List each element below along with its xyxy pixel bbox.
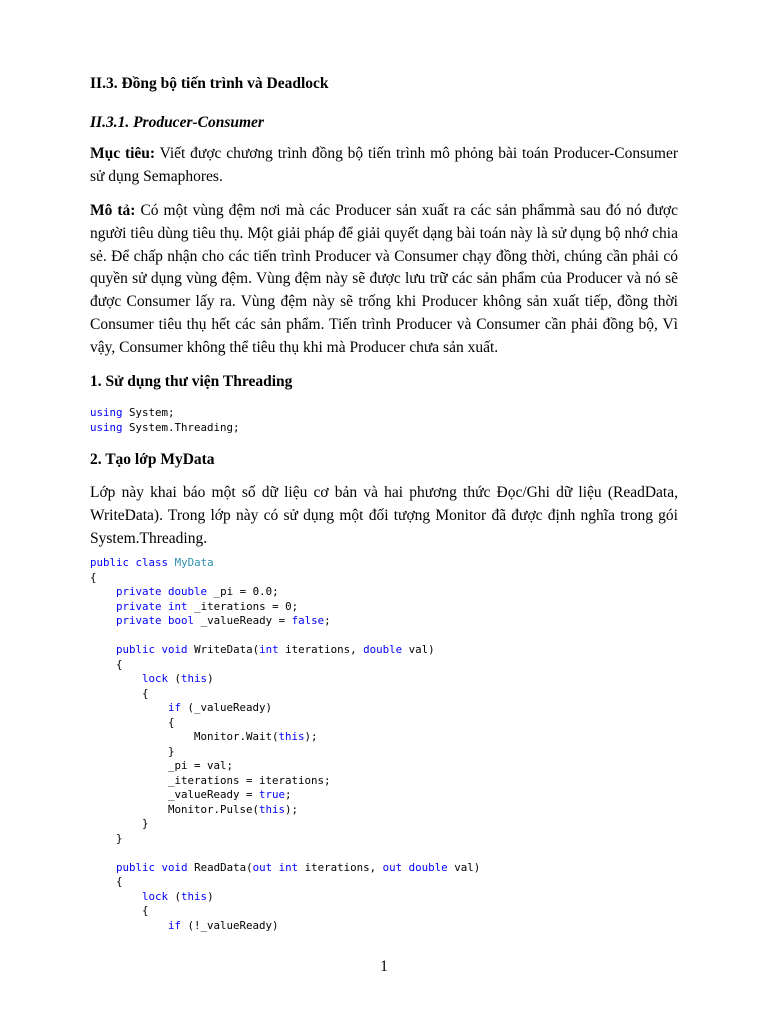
code-keyword: this — [181, 889, 208, 903]
code-line — [90, 774, 480, 789]
code-keyword: if — [168, 918, 182, 932]
code-keyword: int — [259, 643, 279, 656]
code-keyword: using — [90, 420, 123, 434]
code-text — [90, 600, 116, 613]
code-text: ) — [207, 672, 214, 685]
code-line — [90, 629, 480, 644]
step2-code-block — [90, 556, 480, 933]
code-text: } — [90, 831, 123, 845]
code-text: _iterations = iterations; — [90, 773, 331, 787]
code-keyword: if — [168, 701, 182, 714]
code-keyword: public — [116, 860, 156, 874]
goal-label: Mục tiêu: — [90, 145, 156, 162]
goal-text: Viết được chương trình đồng bộ tiến trình mô phỏng bài toán Producer-Consumer sử dụng Semaphores. — [90, 145, 679, 185]
code-keyword: private — [116, 614, 162, 627]
section-title: II.3. Đồng bộ tiến trình và Deadlock — [90, 75, 329, 92]
code-line — [90, 716, 480, 731]
code-keyword: out — [252, 860, 273, 874]
code-line — [90, 614, 480, 629]
goal-paragraph — [90, 143, 678, 189]
code-text: _pi = 0.0; — [207, 585, 279, 598]
code-keyword: double — [168, 585, 208, 598]
code-text: val) — [447, 860, 481, 874]
code-keyword: using — [90, 406, 123, 419]
code-keyword: public — [116, 643, 156, 656]
code-line — [90, 875, 480, 890]
description-paragraph — [90, 200, 678, 360]
code-line — [90, 643, 480, 658]
code-line — [90, 556, 480, 571]
code-line — [90, 788, 480, 803]
code-text: _valueReady = — [194, 614, 292, 627]
code-keyword: out — [382, 860, 403, 874]
code-text — [90, 890, 142, 903]
description-text: Có một vùng đệm nơi mà các Producer sản xuất ra các sản phẩmmà sau đó nó được người tiêu dùng tiêu thụ. Một giải pháp để giải quyết dạng bài toán này là sử dụng bộ nhớ chia sẻ. Để chấp nhận cho các tiến trình Producer và Consumer chạy đồng thời, chúng cần phải có quyền sử dụng vùng đệm. Vùng đệm này sẽ được lưu trữ các sản phẩm của Producer và nó sẽ được Consumer lấy ra. Vùng đệm này sẽ trống khi Producer không sản xuất tiếp, đồng thời Consumer tiêu thụ hết các sản phẩm. Tiến trình Producer và Consumer cần phải đồng bộ, Vì vậy, Consumer không thể tiêu thụ khi mà Producer chưa sản xuất. — [90, 202, 678, 356]
code-text: ); — [304, 730, 318, 743]
code-keyword: private — [116, 585, 162, 598]
code-text — [90, 861, 116, 874]
code-keyword: int — [278, 860, 299, 874]
code-keyword: this — [278, 730, 305, 743]
code-line — [90, 600, 480, 615]
code-text: { — [90, 570, 97, 584]
code-type-name: MyData — [174, 556, 214, 569]
code-line — [90, 585, 480, 600]
code-text: ( — [168, 889, 182, 903]
step2-title: 2. Tạo lớp MyData — [90, 451, 215, 468]
code-line — [90, 421, 240, 436]
code-text: System; — [122, 406, 175, 419]
code-text: System.Threading; — [122, 420, 240, 434]
code-text: ); — [285, 802, 299, 816]
code-text: WriteData( — [187, 643, 260, 656]
code-text: (!_valueReady) — [181, 918, 279, 932]
code-text: { — [90, 657, 123, 671]
code-line — [90, 904, 480, 919]
code-text: { — [90, 686, 149, 700]
code-line — [90, 861, 480, 876]
description-label: Mô tả: — [90, 202, 136, 219]
code-keyword: lock — [142, 889, 169, 903]
code-text — [90, 701, 168, 714]
code-line — [90, 759, 480, 774]
code-text: iterations, — [278, 643, 364, 656]
code-text — [90, 672, 142, 685]
code-text: } — [90, 817, 149, 830]
code-line — [90, 846, 480, 861]
code-text — [90, 643, 116, 656]
code-keyword: this — [181, 672, 208, 685]
code-line — [90, 745, 480, 760]
code-line — [90, 890, 480, 905]
code-text — [90, 614, 116, 627]
code-text: ) — [207, 889, 214, 903]
code-keyword: double — [363, 643, 403, 656]
code-text: { — [90, 875, 123, 888]
code-text: } — [90, 744, 175, 758]
code-text: (_valueReady) — [181, 701, 273, 714]
code-keyword: void — [161, 643, 188, 656]
code-line — [90, 832, 480, 847]
code-line — [90, 919, 480, 934]
code-keyword: this — [259, 802, 286, 816]
code-text: _iterations = 0; — [187, 599, 299, 613]
page-number: 1 — [380, 958, 388, 975]
code-keyword: lock — [142, 672, 169, 685]
code-keyword: private — [116, 599, 162, 613]
code-line — [90, 803, 480, 818]
code-keyword: double — [408, 860, 448, 874]
code-text: Monitor.Pulse( — [90, 802, 260, 816]
code-line — [90, 730, 480, 745]
code-keyword: void — [161, 860, 188, 874]
code-text: _valueReady = — [90, 788, 260, 801]
code-keyword: public — [90, 556, 130, 569]
code-text: ( — [168, 672, 182, 685]
subsection-title: II.3.1. Producer-Consumer — [90, 114, 264, 131]
code-line — [90, 571, 480, 586]
code-text: val) — [402, 643, 435, 656]
step2-paragraph: Lớp này khai báo một số dữ liệu cơ bản và hai phương thức Đọc/Ghi dữ liệu (ReadData, WriteData). Trong lớp này có sử dụng một đối tượng Monitor đã được định nghĩa trong gói System.Threading. — [90, 484, 678, 547]
code-line — [90, 701, 480, 716]
code-text: ; — [324, 614, 331, 627]
code-line — [90, 672, 480, 687]
code-text: _pi = val; — [90, 759, 234, 772]
code-text — [90, 585, 116, 598]
code-text: { — [90, 715, 175, 729]
code-keyword: class — [135, 556, 169, 569]
code-text — [90, 919, 168, 932]
code-text: { — [90, 904, 149, 917]
code-text: ; — [285, 788, 292, 801]
code-line — [90, 406, 240, 421]
code-line — [90, 658, 480, 673]
step1-title: 1. Sử dụng thư viện Threading — [90, 373, 293, 390]
code-line — [90, 817, 480, 832]
code-text: iterations, — [298, 860, 383, 874]
code-line — [90, 687, 480, 702]
code-keyword: true — [259, 788, 286, 801]
code-keyword: bool — [168, 614, 195, 627]
code-text: ReadData( — [187, 860, 253, 874]
code-keyword: int — [168, 599, 188, 613]
code-keyword: false — [291, 614, 325, 627]
step1-code-block — [90, 406, 240, 435]
code-text: Monitor.Wait( — [90, 730, 279, 743]
